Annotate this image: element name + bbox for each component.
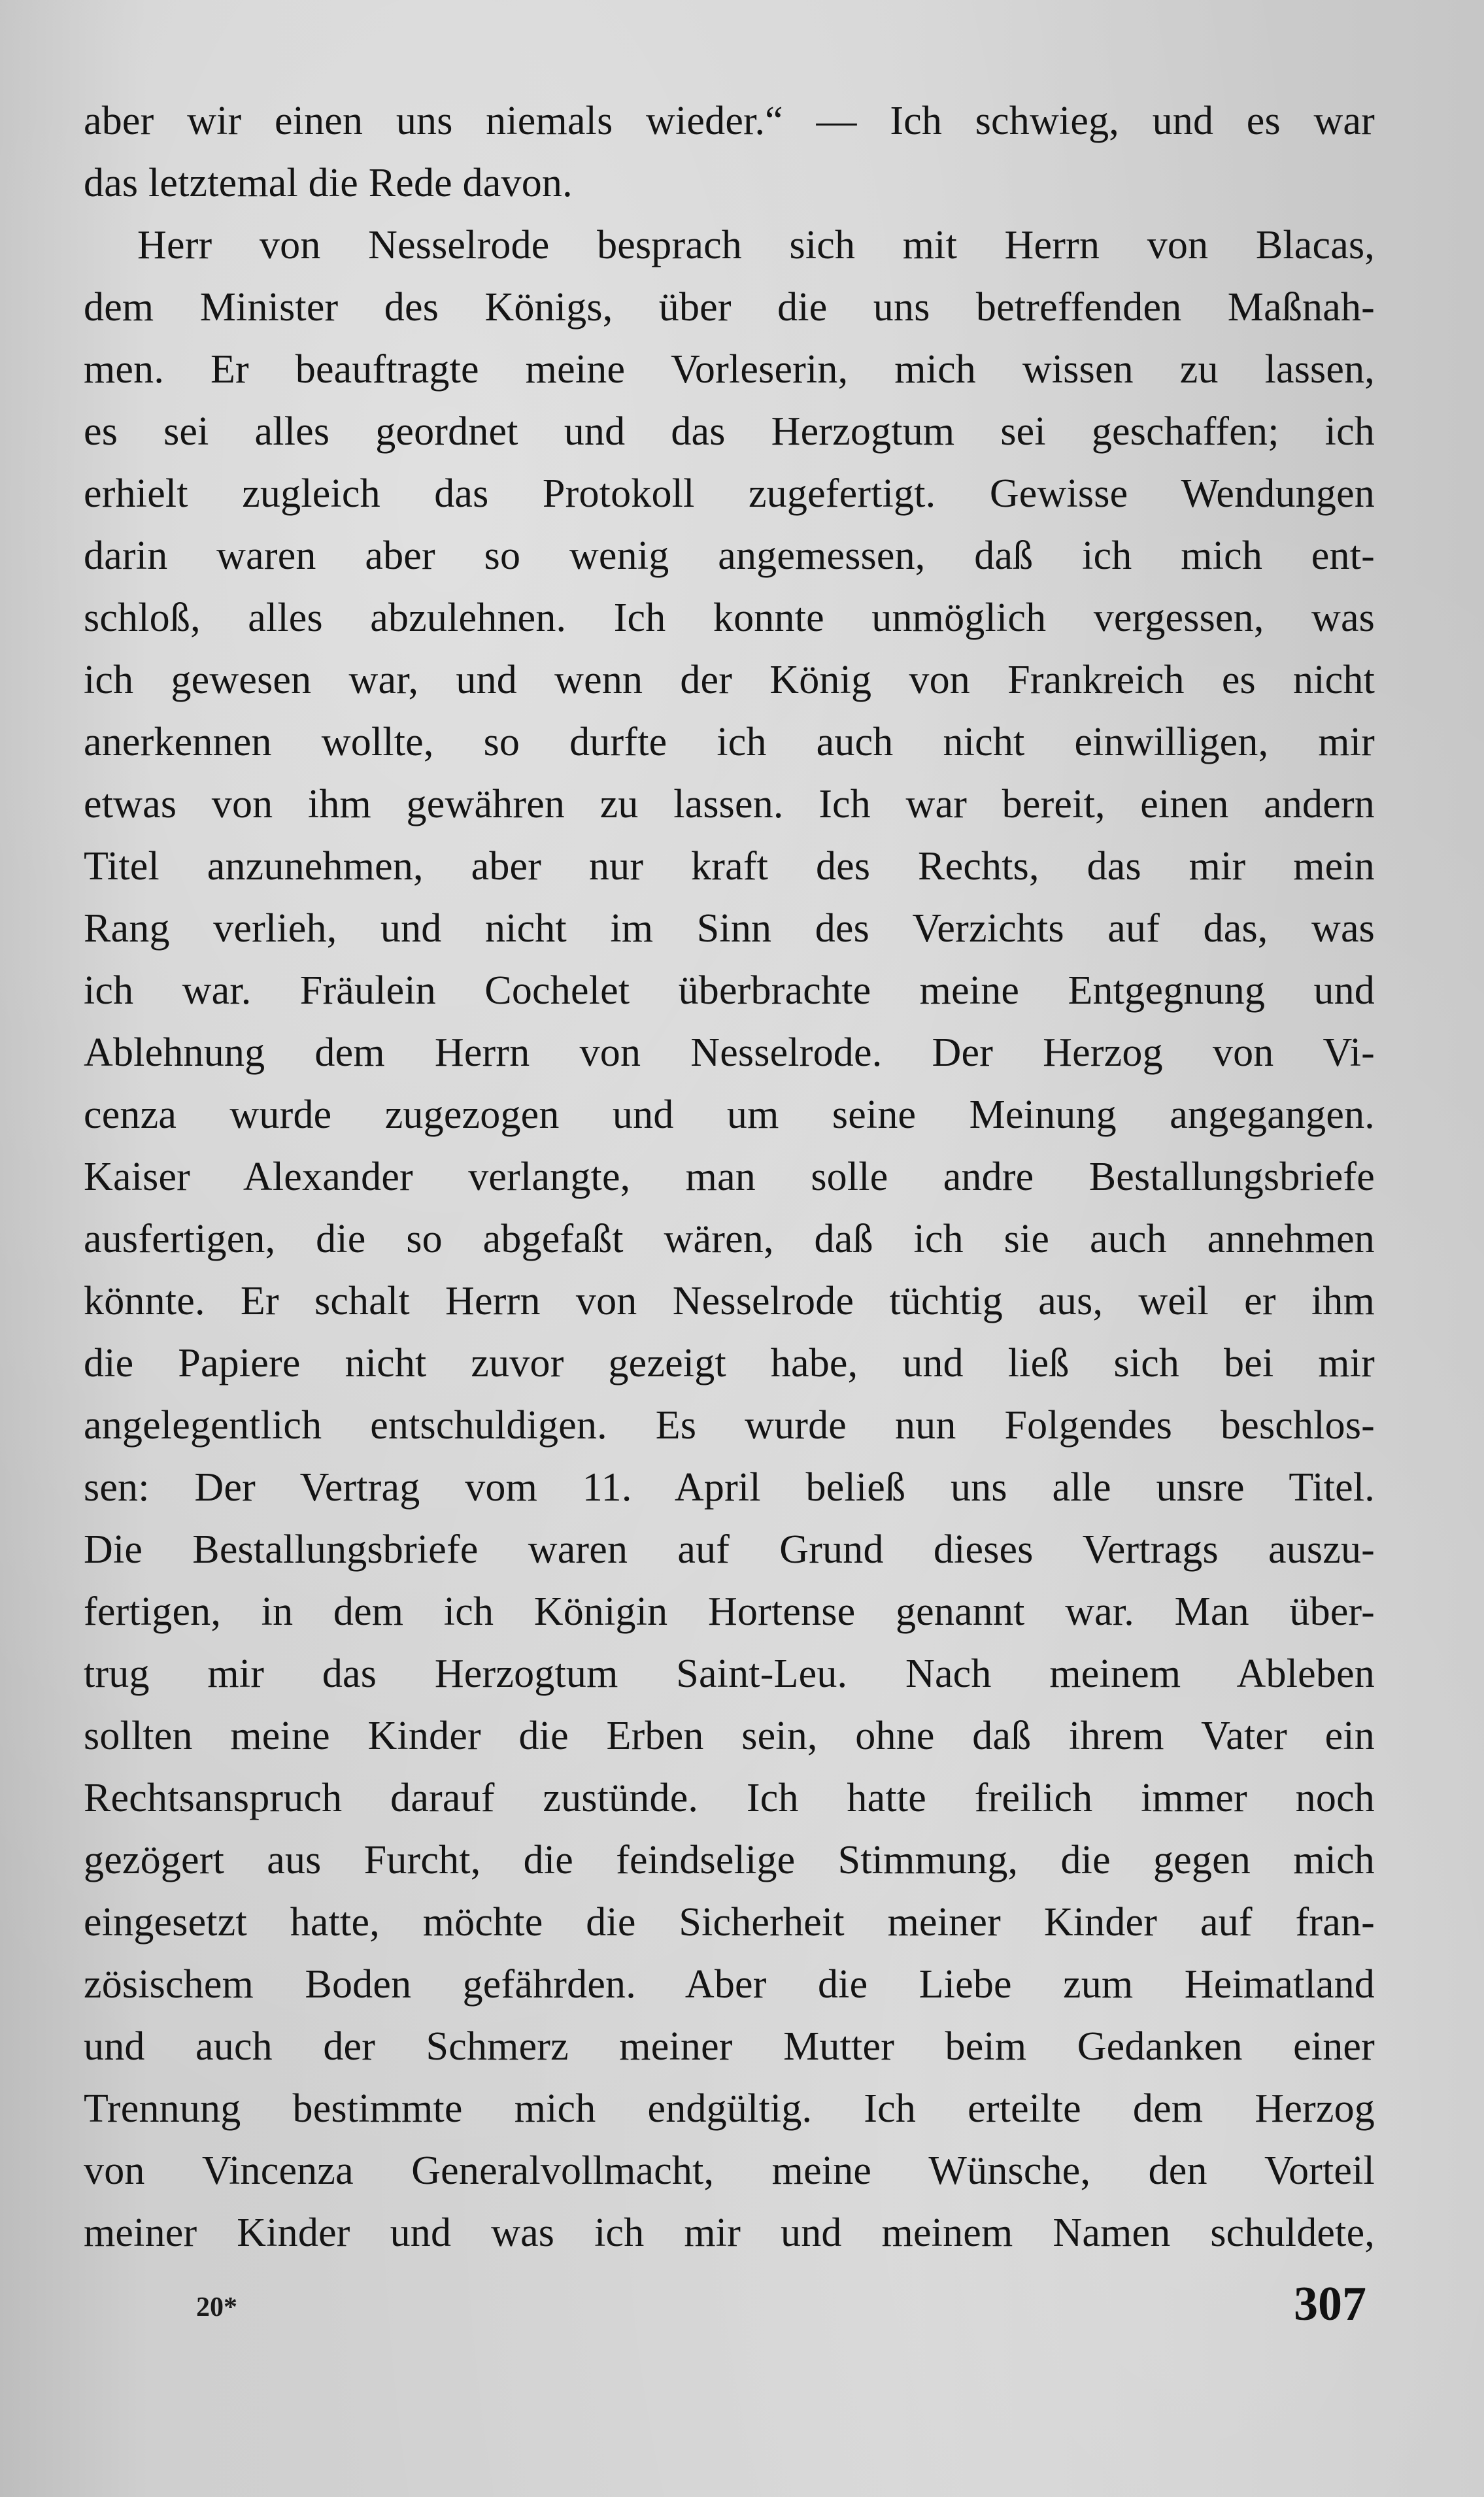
text-line: men. Er beauftragte meine Vorleserin, mich wissen zu lassen, <box>84 347 1375 392</box>
text-line: gezögert aus Furcht, die feindselige Stimmung, die gegen mich <box>84 1838 1375 1882</box>
text-line: dem Minister des Königs, über die uns betreffenden Maßnah- <box>84 285 1375 330</box>
text-line: ich gewesen war, und wenn der König von Frankreich es nicht <box>84 658 1375 702</box>
page-number: 307 <box>1294 2277 1366 2331</box>
text-line: und auch der Schmerz meiner Mutter beim Gedanken einer <box>84 2024 1375 2069</box>
text-line: angelegentlich entschuldigen. Es wurde nun Folgendes beschlos- <box>84 1403 1375 1448</box>
text-line: Die Bestallungsbriefe waren auf Grund dieses Vertrags auszu- <box>84 1527 1375 1572</box>
text-line: anerkennen wollte, so durfte ich auch nicht einwilligen, mir <box>84 720 1375 764</box>
text-line: Trennung bestimmte mich endgültig. Ich erteilte dem Herzog <box>84 2086 1375 2131</box>
text-line: es sei alles geordnet und das Herzogtum sei geschaffen; ich <box>84 409 1375 454</box>
text-line: sen: Der Vertrag vom 11. April beließ uns alle unsre Titel. <box>84 1465 1375 1510</box>
text-line: cenza wurde zugezogen und um seine Meinung angegangen. <box>84 1093 1375 1137</box>
text-line: Rang verlieh, und nicht im Sinn des Verzichts auf das, was <box>84 906 1375 951</box>
text-line: sollten meine Kinder die Erben sein, ohne daß ihrem Vater ein <box>84 1714 1375 1758</box>
text-line: darin waren aber so wenig angemessen, daß ich mich ent- <box>84 534 1375 578</box>
body-text <box>84 90 1375 2264</box>
text-line: Herr von Nesselrode besprach sich mit Herrn von Blacas, <box>137 223 1375 267</box>
text-line: von Vincenza Generalvollmacht, meine Wünsche, den Vorteil <box>84 2149 1375 2193</box>
text-line: Titel anzunehmen, aber nur kraft des Rechts, das mir mein <box>84 844 1375 889</box>
text-line: die Papiere nicht zuvor gezeigt habe, und ließ sich bei mir <box>84 1341 1375 1385</box>
text-line: könnte. Er schalt Herrn von Nesselrode tüchtig aus, weil er ihm <box>84 1279 1375 1323</box>
text-line: meiner Kinder und was ich mir und meinem Namen schuldete, <box>84 2211 1375 2255</box>
text-line: zösischem Boden gefährden. Aber die Liebe zum Heimatland <box>84 1962 1375 2007</box>
text-line: erhielt zugleich das Protokoll zugefertigt. Gewisse Wendungen <box>84 471 1375 516</box>
text-line: ich war. Fräulein Cochelet überbrachte meine Entgegnung und <box>84 968 1375 1013</box>
text-line: Ablehnung dem Herrn von Nesselrode. Der Herzog von Vi- <box>84 1030 1375 1075</box>
text-line: etwas von ihm gewähren zu lassen. Ich war bereit, einen andern <box>84 782 1375 826</box>
text-line: schloß, alles abzulehnen. Ich konnte unmöglich vergessen, was <box>84 596 1375 640</box>
text-line: fertigen, in dem ich Königin Hortense genannt war. Man über- <box>84 1589 1375 1634</box>
text-line: ausfertigen, die so abgefaßt wären, daß ich sie auch annehmen <box>84 1217 1375 1261</box>
text-line: das letztemal die Rede davon. <box>84 161 573 205</box>
text-line: trug mir das Herzogtum Saint-Leu. Nach meinem Ableben <box>84 1652 1375 1696</box>
text-line: aber wir einen uns niemals wieder.“ — Ich schwieg, und es war <box>84 99 1375 143</box>
text-line: Kaiser Alexander verlangte, man solle andre Bestallungsbriefe <box>84 1155 1375 1199</box>
signature-mark: 20* <box>196 2292 237 2322</box>
text-line: Rechtsanspruch darauf zustünde. Ich hatte freilich immer noch <box>84 1776 1375 1820</box>
text-line: eingesetzt hatte, möchte die Sicherheit meiner Kinder auf fran- <box>84 1900 1375 1945</box>
